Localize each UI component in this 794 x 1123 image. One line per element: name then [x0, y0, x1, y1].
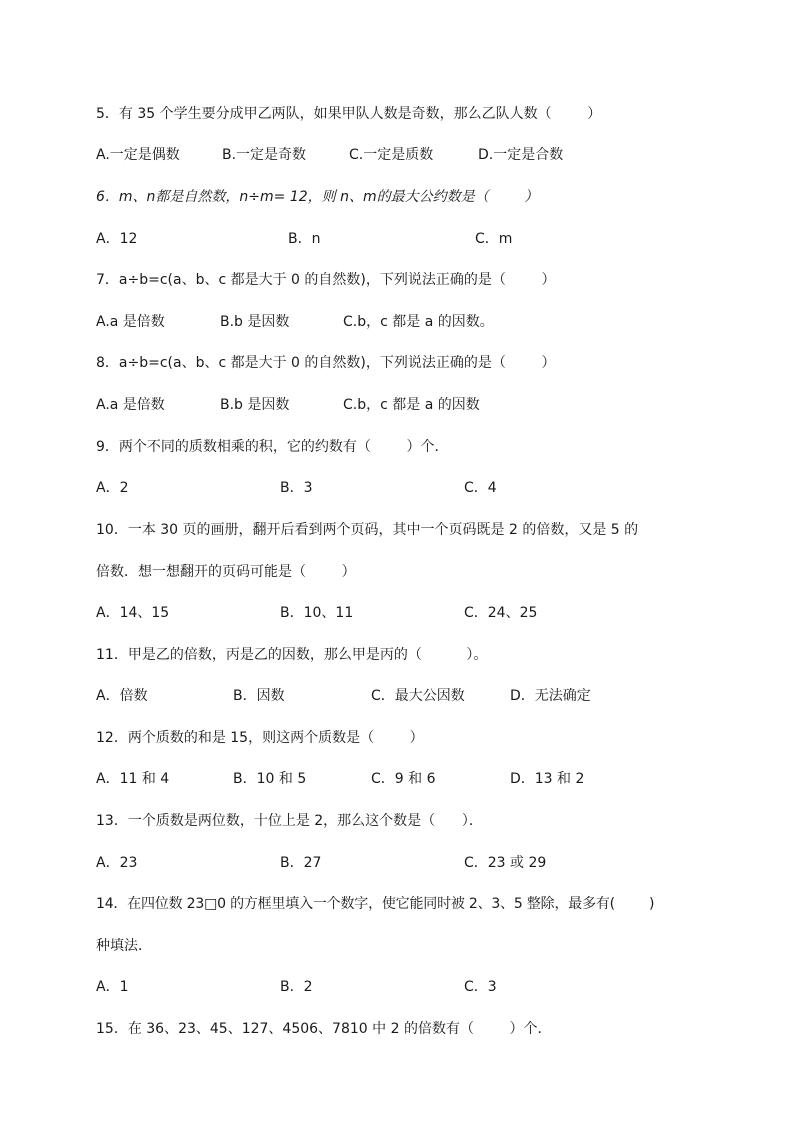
option-b: B.一定是奇数: [222, 147, 307, 163]
option-c: C．4: [464, 480, 497, 496]
question-6-stem: 6．m、n都是自然数，n÷m= 12，则 n、m的最大公约数是（ ）: [96, 189, 539, 205]
option-a: A．2: [96, 480, 129, 496]
option-d: D.一定是合数: [478, 147, 564, 163]
question-14-stem-continued: 种填法．: [96, 938, 152, 954]
question-9-options: [96, 478, 497, 498]
question-15-stem: 15．在 36、23、45、127、4506、7810 中 2 的倍数有（ ）个．: [96, 1021, 552, 1037]
option-b: B．27: [280, 855, 322, 871]
question-13-stem: 13．一个质数是两位数，十位上是 2，那么这个数是（ ）．: [96, 813, 483, 829]
option-c: C.一定是质数: [349, 147, 434, 163]
option-c: C．最大公因数: [371, 688, 465, 704]
option-a: A．14、15: [96, 605, 170, 621]
question-10-stem: 10．一本 30 页的画册，翻开后看到两个页码，其中一个页码既是 2 的倍数，又是 5 的: [96, 522, 639, 538]
option-a: A．12: [96, 231, 138, 247]
option-b: B．10、11: [280, 605, 354, 621]
question-10-stem-continued: 倍数．想一想翻开的页码可能是（ ）: [96, 564, 356, 580]
question-7-options: [96, 312, 494, 332]
option-c: C.b，c 都是 a 的因数。: [343, 314, 494, 330]
option-d: D．13 和 2: [510, 771, 585, 787]
question-5-stem: 5．有 35 个学生要分成甲乙两队，如果甲队人数是奇数，那么乙队人数（ ）: [96, 106, 602, 122]
option-b: B．2: [280, 979, 313, 995]
question-11-options: [96, 686, 591, 706]
option-a: A．倍数: [96, 688, 148, 704]
question-12-options: [96, 769, 585, 789]
option-a: A．23: [96, 855, 138, 871]
question-7-stem: 7．a÷b=c(a、b、c 都是大于 0 的自然数)，下列说法正确的是（ ）: [96, 272, 556, 288]
option-c: C.b，c 都是 a 的因数: [343, 397, 480, 413]
option-a: A．1: [96, 979, 129, 995]
option-c: C．9 和 6: [371, 771, 436, 787]
option-c: C．24、25: [464, 605, 538, 621]
question-14-options: [96, 977, 497, 997]
option-b: B.b 是因数: [220, 397, 290, 413]
question-12-stem: 12．两个质数的和是 15，则这两个质数是（ ）: [96, 730, 424, 746]
option-b: B．n: [288, 231, 321, 247]
question-8-stem: 8．a÷b=c(a、b、c 都是大于 0 的自然数)，下列说法正确的是（ ）: [96, 355, 556, 371]
option-a: A.a 是倍数: [96, 314, 165, 330]
option-c: C．23 或 29: [464, 855, 547, 871]
question-13-options: [96, 853, 547, 873]
question-11-stem: 11．甲是乙的倍数，丙是乙的因数，那么甲是丙的（ ）。: [96, 647, 488, 663]
question-10-options: [96, 603, 538, 623]
option-b: B．10 和 5: [233, 771, 307, 787]
question-8-options: [96, 395, 480, 415]
option-a: A.一定是偶数: [96, 147, 180, 163]
question-9-stem: 9．两个不同的质数相乘的积，它的约数有（ ）个．: [96, 439, 449, 455]
option-b: B．3: [280, 480, 313, 496]
question-5-options: [96, 145, 564, 165]
option-b: B.b 是因数: [220, 314, 290, 330]
question-6-options: [96, 229, 513, 249]
option-a: A.a 是倍数: [96, 397, 165, 413]
option-a: A．11 和 4: [96, 771, 170, 787]
option-d: D．无法确定: [510, 688, 591, 704]
question-14-stem: 14．在四位数 23□0 的方框里填入一个数字，使它能同时被 2、3、5 整除，最多有( ): [96, 896, 655, 912]
option-b: B．因数: [233, 688, 285, 704]
option-c: C．m: [475, 231, 513, 247]
option-c: C．3: [464, 979, 497, 995]
